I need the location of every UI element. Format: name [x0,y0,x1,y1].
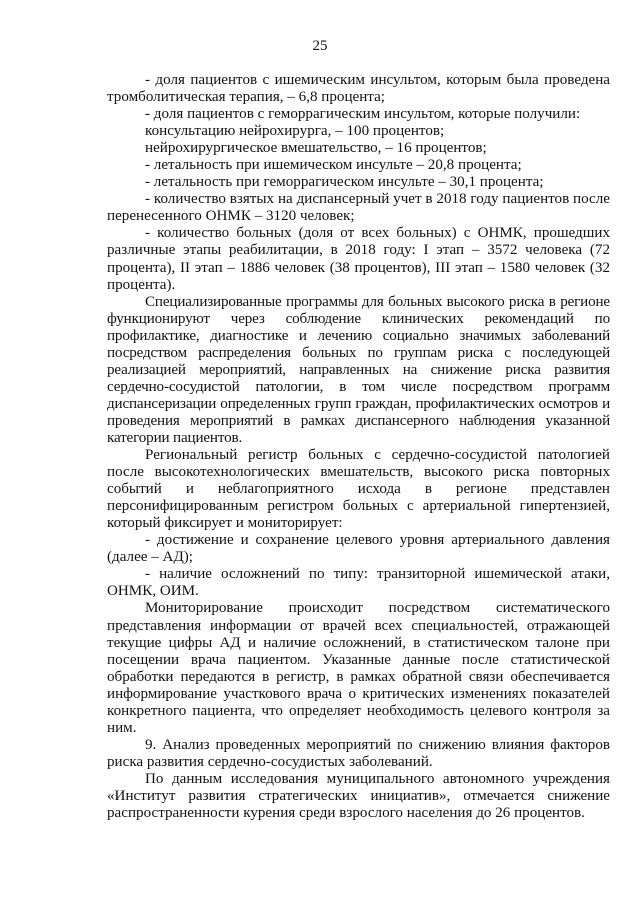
paragraph: - наличие осложнений по типу: транзиторной ишемической атаки, ОНМК, ОИМ. [107,566,610,600]
paragraph: - количество больных (доля от всех больных) с ОНМК, прошедших различные этапы реабилитации, в 2018 году: I этап – 3572 человека (72 процента), II этап – 1886 человек (38 процентов), III этап – 1580 человек (32 процента). [107,225,610,293]
paragraph: По данным исследования муниципального автономного учреждения «Институт развития стратегических инициатив», отмечается снижение распространенности курения среди взрослого населения до 26 процентов. [107,770,610,822]
page-number: 25 [312,38,328,54]
document-body [107,72,610,822]
paragraph: нейрохирургическое вмешательство, – 16 процентов; [145,140,487,157]
paragraph: - доля пациентов с геморрагическим инсультом, которые получили: [145,106,581,123]
paragraph: - летальность при геморрагическом инсульте – 30,1 процента; [145,174,544,191]
paragraph: Специализированные программы для больных высокого риска в регионе функционируют через соблюдение клинических рекомендаций по профилактике, диагностике и лечению социально значимых заболеваний посредством распределения больных по группам риска с последующей реализацией мероприятий, направленных на снижение риска развития сердечно-сосудистой патологии, в том числе посредством программ диспансеризации определенных групп граждан, профилактических осмотров и проведения мероприятий в рамках диспансерного наблюдения указанной категории пациентов. [107,293,610,446]
paragraph: - летальность при ишемическом инсульте – 20,8 процента; [145,157,522,174]
section-heading-paragraph: 9. Анализ проведенных мероприятий по снижению влияния факторов риска развития сердечно-сосудистых заболеваний. [107,736,610,770]
paragraph: консультацию нейрохирурга, – 100 процентов; [145,123,445,140]
paragraph: Мониторирование происходит посредством систематического представления информации от врачей всех специальностей, отражающей текущие цифры АД и наличие осложнений, в статистическом талоне при посещении врача пациентом. Указанные данные после статистической обработки передаются в регистр, в рамках обратной связи обеспечивается информирование участкового врача о критических изменениях показателей конкретного пациента, что определяет необходимость целевого контроля за ним. [107,600,610,736]
paragraph: - доля пациентов с ишемическим инсультом, которым была проведена тромболитическая терапия, – 6,8 процента; [107,72,610,106]
paragraph: Региональный регистр больных с сердечно-сосудистой патологией после высокотехнологических вмешательств, высокого риска повторных событий и неблагоприятного исхода в регионе представлен персонифицированным регистром больных с артериальной гипертензией, который фиксирует и мониторирует: [107,447,610,532]
paragraph: - количество взятых на диспансерный учет в 2018 году пациентов после перенесенного ОНМК – 3120 человек; [107,191,610,225]
paragraph: - достижение и сохранение целевого уровня артериального давления (далее – АД); [107,532,610,566]
